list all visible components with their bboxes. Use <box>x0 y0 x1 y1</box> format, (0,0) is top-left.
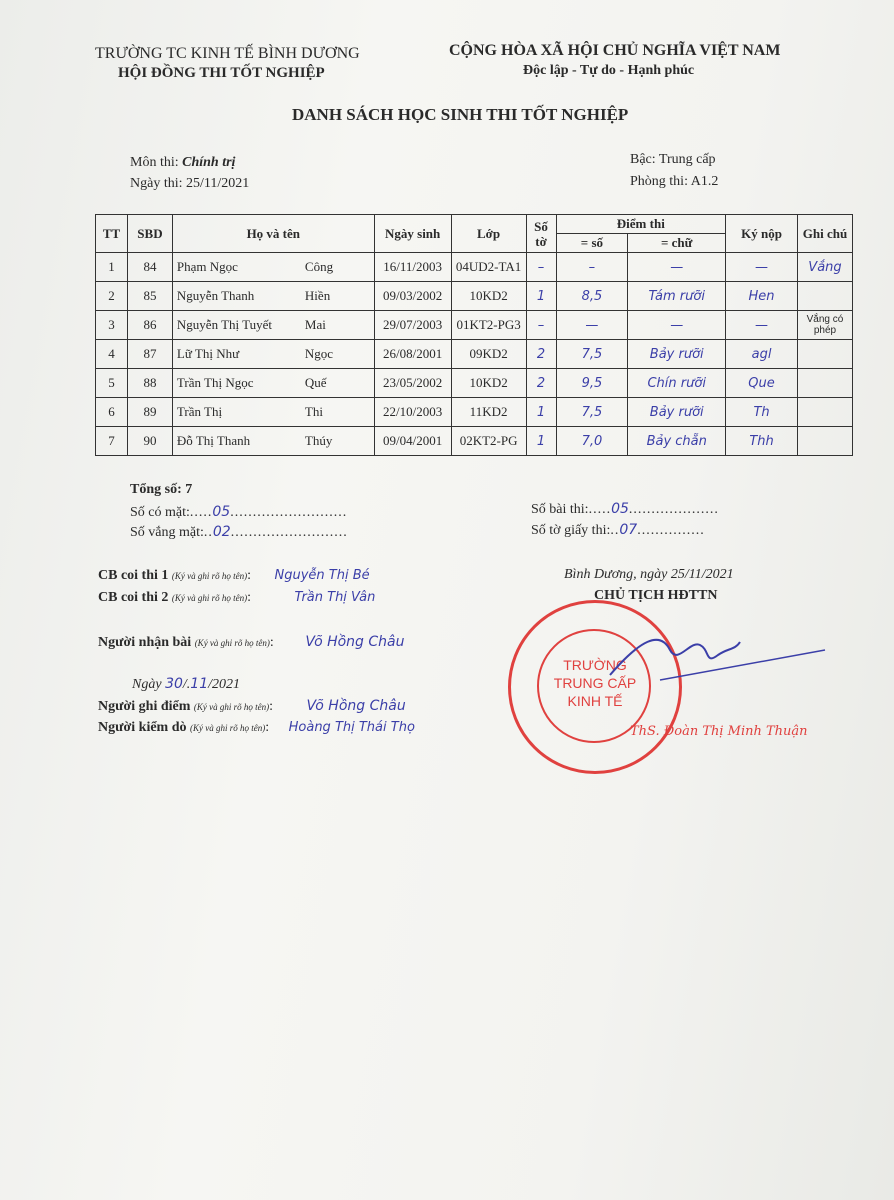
first-name: Trần Thị Ngọc <box>176 375 254 390</box>
table-row <box>96 398 853 427</box>
header-tt: TT <box>96 215 128 253</box>
cell-sheets: 2 <box>526 340 556 369</box>
cell-name <box>172 398 374 427</box>
cell-score-text: — <box>628 253 726 282</box>
school-name: TRƯỜNG TC KINH TẾ BÌNH DƯƠNG <box>95 45 360 62</box>
cell-tt: 7 <box>96 427 128 456</box>
cell-dob: 16/11/2003 <box>374 253 451 282</box>
checker-signature: Hoàng Thị Thái Thọ <box>288 720 415 735</box>
invigilator-2-signature: Trần Thị Vân <box>294 590 376 605</box>
cell-sign: — <box>726 311 798 340</box>
cell-name <box>172 369 374 398</box>
place-date: Bình Dương, ngày 25/11/2021 <box>564 567 734 582</box>
subject-line <box>130 155 235 171</box>
papers-line: Số bài thi:.....05.................... <box>531 501 719 517</box>
header-class: Lớp <box>451 215 526 253</box>
republic-name: CỘNG HÒA XÃ HỘI CHỦ NGHĨA VIỆT NAM <box>449 42 781 59</box>
last-name: Ngọc <box>304 346 334 361</box>
cell-class: 02KT2-PG <box>451 427 526 456</box>
exam-date-line <box>130 176 249 192</box>
room-label: Phòng thi: <box>630 174 688 189</box>
present-line: Số có mặt:.....05.......................... <box>130 504 348 520</box>
cell-class: 11KD2 <box>451 398 526 427</box>
invigilator-1-signature: Nguyễn Thị Bé <box>274 568 370 583</box>
cell-class: 01KT2-PG3 <box>451 311 526 340</box>
cell-score-text: Bảy rưỡi <box>628 398 726 427</box>
header-note: Ghi chú <box>797 215 852 253</box>
cell-score-text: Bảy rưỡi <box>628 340 726 369</box>
cell-score-num: 9,5 <box>556 369 628 398</box>
cell-sbd: 87 <box>127 340 172 369</box>
cell-score-num: 7,5 <box>556 398 628 427</box>
cell-sign: Th <box>726 398 798 427</box>
invigilator-1-note: (Ký và ghi rõ họ tên) <box>171 571 248 581</box>
recorder-line: Người ghi điểm (Ký và ghi rõ họ tên): Võ Hồng Châu <box>98 698 406 714</box>
invigilator-1-label: CB coi thi 1 <box>98 568 169 583</box>
cell-name <box>172 427 374 456</box>
record-month: 11 <box>190 676 209 692</box>
header-score: Điểm thi <box>556 215 726 234</box>
table-row <box>96 253 853 282</box>
record-date-label: Ngày <box>132 677 162 692</box>
seal-line-3: KINH TẾ <box>567 693 623 709</box>
cell-name <box>172 311 374 340</box>
cell-score-num: – <box>556 253 628 282</box>
exam-date-value: 25/11/2021 <box>186 176 250 191</box>
cell-class: 04UD2-TA1 <box>451 253 526 282</box>
recorder-note: (Ký và ghi rõ họ tên) <box>193 702 270 712</box>
subject-label: Môn thi: <box>130 155 179 170</box>
receiver-note: (Ký và ghi rõ họ tên) <box>194 638 270 648</box>
receiver-label: Người nhận bài <box>98 635 192 650</box>
seal-line-1: TRƯỜNG <box>563 657 627 673</box>
cell-tt: 4 <box>96 340 128 369</box>
cell-tt: 2 <box>96 282 128 311</box>
header-sheets-line2: tờ <box>535 233 547 249</box>
record-day: 30 <box>165 676 183 692</box>
cell-sbd: 89 <box>127 398 172 427</box>
cell-score-text: Bảy chẵn <box>628 427 726 456</box>
papers-label: Số bài thi: <box>531 502 589 517</box>
sheets-value: 07 <box>619 522 638 538</box>
cell-note: Vắng <box>797 253 852 282</box>
last-name: Thúy <box>304 433 333 448</box>
sheets-label: Số tờ giấy thi: <box>531 523 611 538</box>
cell-tt: 1 <box>96 253 128 282</box>
cell-class: 10KD2 <box>451 369 526 398</box>
cell-name <box>172 340 374 369</box>
cell-sign: Thh <box>726 427 798 456</box>
seal-line-2: TRUNG CẤP <box>553 675 637 691</box>
first-name: Nguyễn Thị Tuyết <box>176 317 273 332</box>
last-name: Mai <box>304 317 326 332</box>
council-name: HỘI ĐỒNG THI TỐT NGHIỆP <box>118 65 325 81</box>
cell-sheets: 2 <box>526 369 556 398</box>
last-name: Công <box>304 259 334 274</box>
cell-name <box>172 253 374 282</box>
header-dob: Ngày sinh <box>374 215 451 253</box>
table-row <box>96 282 853 311</box>
absent-line: Số vắng mặt:..02.......................... <box>130 524 348 540</box>
level-label: Bậc: <box>630 152 656 167</box>
exam-date-label: Ngày thi: <box>130 176 183 191</box>
cell-dob: 09/04/2001 <box>374 427 451 456</box>
cell-dob: 23/05/2002 <box>374 369 451 398</box>
table-row <box>96 311 853 340</box>
checker-note: (Ký và ghi rõ họ tên) <box>190 723 266 733</box>
table-row <box>96 340 853 369</box>
chair-title: CHỦ TỊCH HĐTTN <box>594 588 718 603</box>
first-name: Trần Thị <box>176 404 223 419</box>
cell-dob: 22/10/2003 <box>374 398 451 427</box>
header-sign: Ký nộp <box>726 215 798 253</box>
document-title: DANH SÁCH HỌC SINH THI TỐT NGHIỆP <box>292 105 629 124</box>
table-row <box>96 427 853 456</box>
cell-sbd: 90 <box>127 427 172 456</box>
invigilator-2-note: (Ký và ghi rõ họ tên) <box>171 593 248 603</box>
national-motto: Độc lập - Tự do - Hạnh phúc <box>523 63 695 78</box>
last-name: Quế <box>304 375 327 390</box>
cell-class: 09KD2 <box>451 340 526 369</box>
recorder-signature: Võ Hồng Châu <box>306 698 406 714</box>
level-value: Trung cấp <box>658 152 716 167</box>
cell-sbd: 84 <box>127 253 172 282</box>
cell-score-text: — <box>628 311 726 340</box>
record-year: /2021 <box>208 677 240 692</box>
cell-score-text: Tám rưỡi <box>628 282 726 311</box>
cell-note <box>797 282 852 311</box>
invigilator-2-label: CB coi thi 2 <box>98 590 169 605</box>
header-name: Họ và tên <box>172 215 374 253</box>
cell-note <box>797 340 852 369</box>
cell-name <box>172 282 374 311</box>
cell-score-num: — <box>556 311 628 340</box>
cell-note: Vắng có phép <box>797 311 852 340</box>
absent-label: Số vắng mặt: <box>130 525 204 540</box>
cell-sign: agl <box>726 340 798 369</box>
cell-sheets: – <box>526 311 556 340</box>
cell-note <box>797 369 852 398</box>
cell-sheets: 1 <box>526 398 556 427</box>
first-name: Đỗ Thị Thanh <box>176 433 251 448</box>
cell-sbd: 85 <box>127 282 172 311</box>
cell-dob: 09/03/2002 <box>374 282 451 311</box>
cell-class: 10KD2 <box>451 282 526 311</box>
cell-score-num: 8,5 <box>556 282 628 311</box>
checker-label: Người kiểm dò <box>98 720 187 735</box>
header-sheets-line1: Số <box>534 218 548 234</box>
last-name: Hiền <box>304 288 331 303</box>
cell-sign: Que <box>726 369 798 398</box>
chair-signature-icon <box>600 620 830 700</box>
header-sbd: SBD <box>127 215 172 253</box>
level-line <box>630 152 716 168</box>
checker-line: Người kiểm dò (Ký và ghi rõ họ tên): Hoàng Thị Thái Thọ <box>98 720 415 735</box>
sheets-line: Số tờ giấy thi:..07............... <box>531 522 705 538</box>
cell-note <box>797 398 852 427</box>
present-value: 05 <box>212 504 231 520</box>
absent-value: 02 <box>212 524 231 540</box>
last-name: Thi <box>304 404 323 419</box>
cell-sign: Hen <box>726 282 798 311</box>
cell-tt: 3 <box>96 311 128 340</box>
cell-note <box>797 427 852 456</box>
record-date-line: Ngày 30/.11/2021 <box>132 676 240 692</box>
subject-value: Chính trị <box>182 155 236 170</box>
invigilator-1-line: CB coi thi 1 (Ký và ghi rõ họ tên): Nguyễn Thị Bé <box>98 568 370 583</box>
table-row <box>96 369 853 398</box>
cell-sheets: 1 <box>526 282 556 311</box>
total-count: Tổng số: 7 <box>130 482 193 497</box>
chair-name: ThS. Đoàn Thị Minh Thuận <box>630 724 808 739</box>
papers-value: 05 <box>611 501 629 517</box>
recorder-label: Người ghi điểm <box>98 699 191 714</box>
cell-tt: 5 <box>96 369 128 398</box>
student-table <box>95 214 853 456</box>
invigilator-2-line: CB coi thi 2 (Ký và ghi rõ họ tên): Trần Thị Vân <box>98 590 376 605</box>
header-score-num: = số <box>556 234 628 253</box>
cell-dob: 29/07/2003 <box>374 311 451 340</box>
cell-sbd: 86 <box>127 311 172 340</box>
cell-sheets: – <box>526 253 556 282</box>
header-sheets <box>526 215 556 253</box>
cell-sbd: 88 <box>127 369 172 398</box>
room-line <box>630 174 718 190</box>
cell-score-num: 7,5 <box>556 340 628 369</box>
cell-sign: — <box>726 253 798 282</box>
room-value: A1.2 <box>690 174 719 189</box>
cell-score-text: Chín rưỡi <box>628 369 726 398</box>
first-name: Lữ Thị Như <box>176 346 240 361</box>
first-name: Nguyễn Thanh <box>176 288 255 303</box>
cell-score-num: 7,0 <box>556 427 628 456</box>
first-name: Phạm Ngọc <box>176 259 238 274</box>
receiver-line: Người nhận bài (Ký và ghi rõ họ tên): Võ Hồng Châu <box>98 634 405 650</box>
cell-dob: 26/08/2001 <box>374 340 451 369</box>
header-score-text: = chữ <box>628 234 726 253</box>
cell-tt: 6 <box>96 398 128 427</box>
cell-sheets: 1 <box>526 427 556 456</box>
present-label: Số có mặt: <box>130 505 190 520</box>
receiver-signature: Võ Hồng Châu <box>305 634 405 650</box>
